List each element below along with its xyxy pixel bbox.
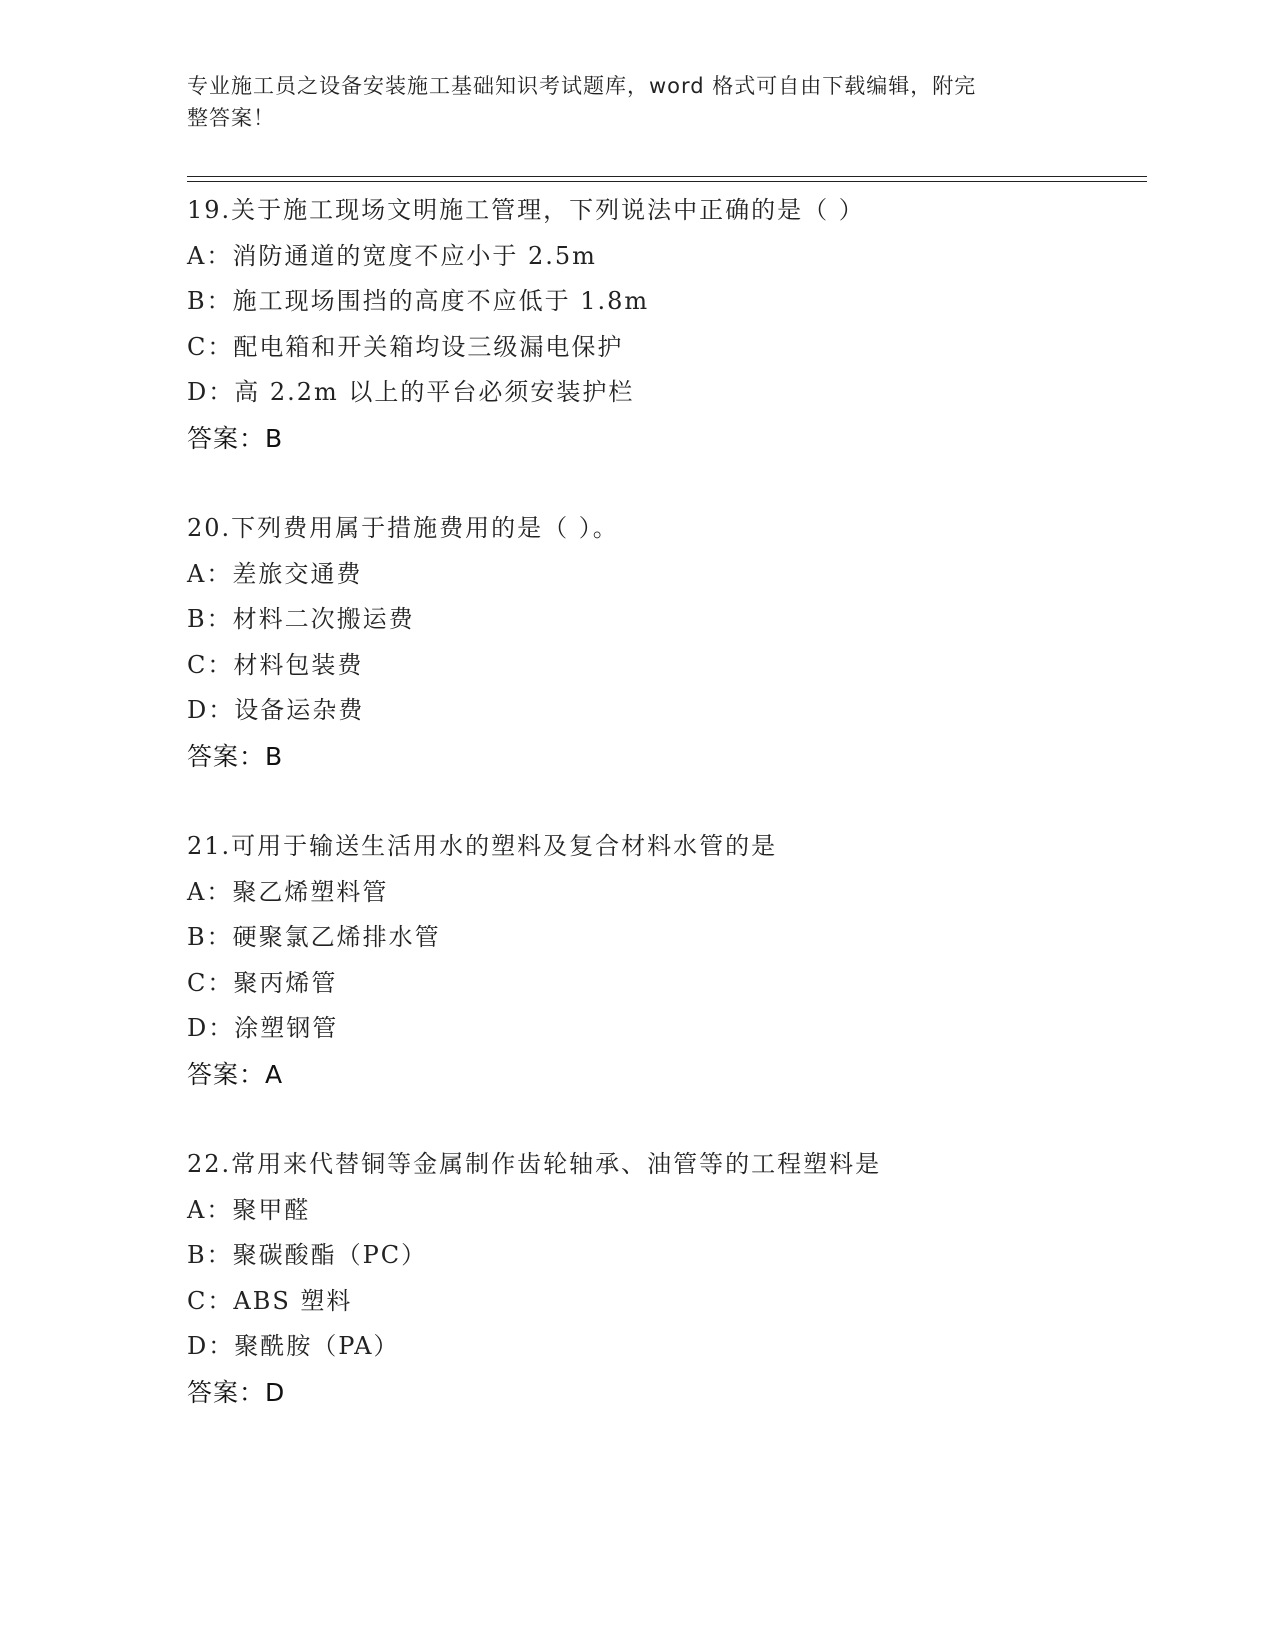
question-21 [187,824,1147,1097]
header-line-1: 专业施工员之设备安装施工基础知识考试题库，word 格式可自由下载编辑，附完 [187,74,977,98]
question-22 [187,1142,1147,1415]
option-d: D：聚酰胺（PA） [187,1332,400,1360]
answer: 答案：A [187,1059,284,1089]
option-c: C：ABS 塑料 [187,1286,353,1315]
answer: 答案：B [187,423,284,453]
header-divider-top [187,176,1147,177]
option-a: A：聚乙烯塑料管 [187,877,389,906]
option-b: B：材料二次搬运费 [187,605,415,633]
question-19 [187,188,1147,461]
option-b: B：硬聚氯乙烯排水管 [187,923,441,951]
document-header [187,70,1087,134]
answer: 答案：D [187,1377,286,1407]
header-line-2: 整答案！ [187,106,275,130]
option-b: B：施工现场围挡的高度不应低于 1.8m [187,287,650,315]
option-c: C：材料包装费 [187,650,364,679]
option-c: C：聚丙烯管 [187,968,338,997]
option-d: D：涂塑钢管 [187,1014,339,1042]
header-divider-bottom [187,181,1147,182]
answer: 答案：B [187,741,284,771]
option-a: A：消防通道的宽度不应小于 2.5m [187,241,597,270]
question-stem: 20.下列费用属于措施费用的是（ ）。 [187,514,619,542]
question-stem: 19.关于施工现场文明施工管理，下列说法中正确的是（ ） [187,196,865,224]
option-a: A：聚甲醛 [187,1195,311,1224]
question-stem: 21.可用于输送生活用水的塑料及复合材料水管的是 [187,832,778,860]
option-b: B：聚碳酸酯（PC） [187,1241,428,1269]
option-d: D：设备运杂费 [187,696,365,724]
option-a: A：差旅交通费 [187,559,363,588]
question-20 [187,506,1147,779]
option-d: D：高 2.2m 以上的平台必须安装护栏 [187,378,635,406]
option-c: C：配电箱和开关箱均设三级漏电保护 [187,332,624,361]
question-stem: 22.常用来代替铜等金属制作齿轮轴承、油管等的工程塑料是 [187,1150,882,1178]
